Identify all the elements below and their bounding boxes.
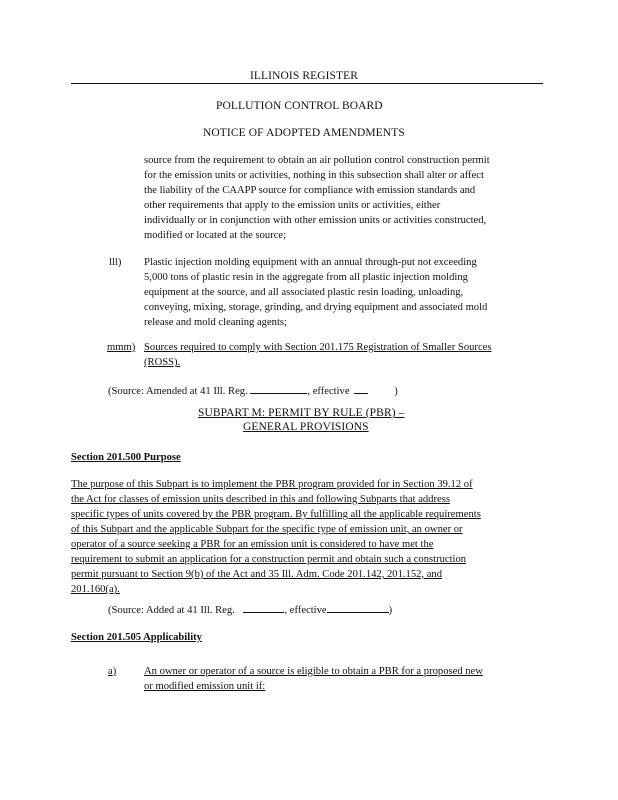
source-prefix: (Source: Amended at 41 Ill. Reg. bbox=[108, 386, 251, 397]
text-line: the Act for classes of emission units described in this and following Subparts that address bbox=[71, 494, 450, 505]
text-line: Sources required to comply with Section 201.175 Registration of Smaller Sources bbox=[144, 342, 492, 353]
source-mid: , effective bbox=[307, 386, 353, 397]
text-line: 201.160(a). bbox=[71, 584, 120, 595]
subpart-heading-line1: SUBPART M: PERMIT BY RULE (PBR) – bbox=[198, 407, 405, 419]
register-title: ILLINOIS REGISTER bbox=[250, 70, 359, 82]
text-line: operator of a source seeking a PBR for an emission unit is considered to have met the bbox=[71, 539, 434, 550]
notice-title: NOTICE OF ADOPTED AMENDMENTS bbox=[203, 127, 405, 139]
section-505-title: Section 201.505 Applicability bbox=[71, 632, 202, 643]
source-close: ) bbox=[394, 386, 398, 397]
source-prefix: (Source: Added at 41 Ill. Reg. bbox=[108, 605, 238, 616]
text-line: Plastic injection molding equipment with an annual through-put not exceeding bbox=[144, 257, 477, 268]
text-line: 5,000 tons of plastic resin in the aggregate from all plastic injection molding bbox=[144, 272, 468, 283]
board-title: POLLUTION CONTROL BOARD bbox=[216, 100, 383, 112]
text-line: for the emission units or activities, nothing in this subsection shall alter or affect bbox=[144, 170, 484, 181]
text-line: equipment at the source, and all associated plastic resin loading, unloading, bbox=[144, 287, 464, 298]
source-note-amended bbox=[108, 382, 398, 399]
source-close: ) bbox=[388, 605, 393, 616]
text-line: The purpose of this Subpart is to implement the PBR program provided for in Section 39.12 of bbox=[71, 479, 473, 490]
reg-blank bbox=[243, 601, 284, 613]
text-line: conveying, mixing, storage, grinding, and drying equipment and associated mold bbox=[144, 302, 488, 313]
date-blank bbox=[354, 382, 368, 394]
text-line: release and mold cleaning agents; bbox=[144, 317, 287, 328]
header-rule bbox=[71, 83, 543, 84]
text-line: permit pursuant to Section 9(b) of the Act and 35 Ill. Adm. Code 201.142, 201.152, and bbox=[71, 569, 443, 580]
date-blank bbox=[327, 601, 389, 613]
subpart-heading-line2: GENERAL PROVISIONS bbox=[243, 421, 369, 433]
reg-blank bbox=[250, 382, 307, 394]
text-line: source from the requirement to obtain an air pollution control construction permit bbox=[144, 155, 490, 166]
text-line: the liability of the CAAPP source for compliance with emission standards and bbox=[144, 185, 476, 196]
text-line: specific types of units covered by the PBR program. By fulfilling all the applicable requirements bbox=[71, 509, 481, 520]
item-label: lll) bbox=[109, 257, 122, 268]
item-label: a) bbox=[108, 666, 117, 677]
text-line: (ROSS). bbox=[144, 357, 181, 368]
text-line: requirement to submit an application for a construction permit and obtain such a construction bbox=[71, 554, 467, 565]
source-mid: , effective bbox=[284, 605, 327, 616]
text-line: modified or located at the source; bbox=[144, 230, 287, 241]
text-line: individually or in conjunction with other emission units or activities constructed, bbox=[144, 215, 487, 226]
text-line: An owner or operator of a source is eligible to obtain a PBR for a proposed new bbox=[144, 666, 483, 677]
section-500-title: Section 201.500 Purpose bbox=[71, 452, 181, 463]
source-note-added bbox=[108, 601, 392, 618]
text-line: other requirements that apply to the emission units or activities, either bbox=[144, 200, 441, 211]
text-line: of this Subpart and the applicable Subpart for the specific type of emission unit, an owner or bbox=[71, 524, 463, 535]
text-line: or modified emission unit if: bbox=[144, 681, 266, 692]
item-label: mmm) bbox=[107, 342, 136, 353]
